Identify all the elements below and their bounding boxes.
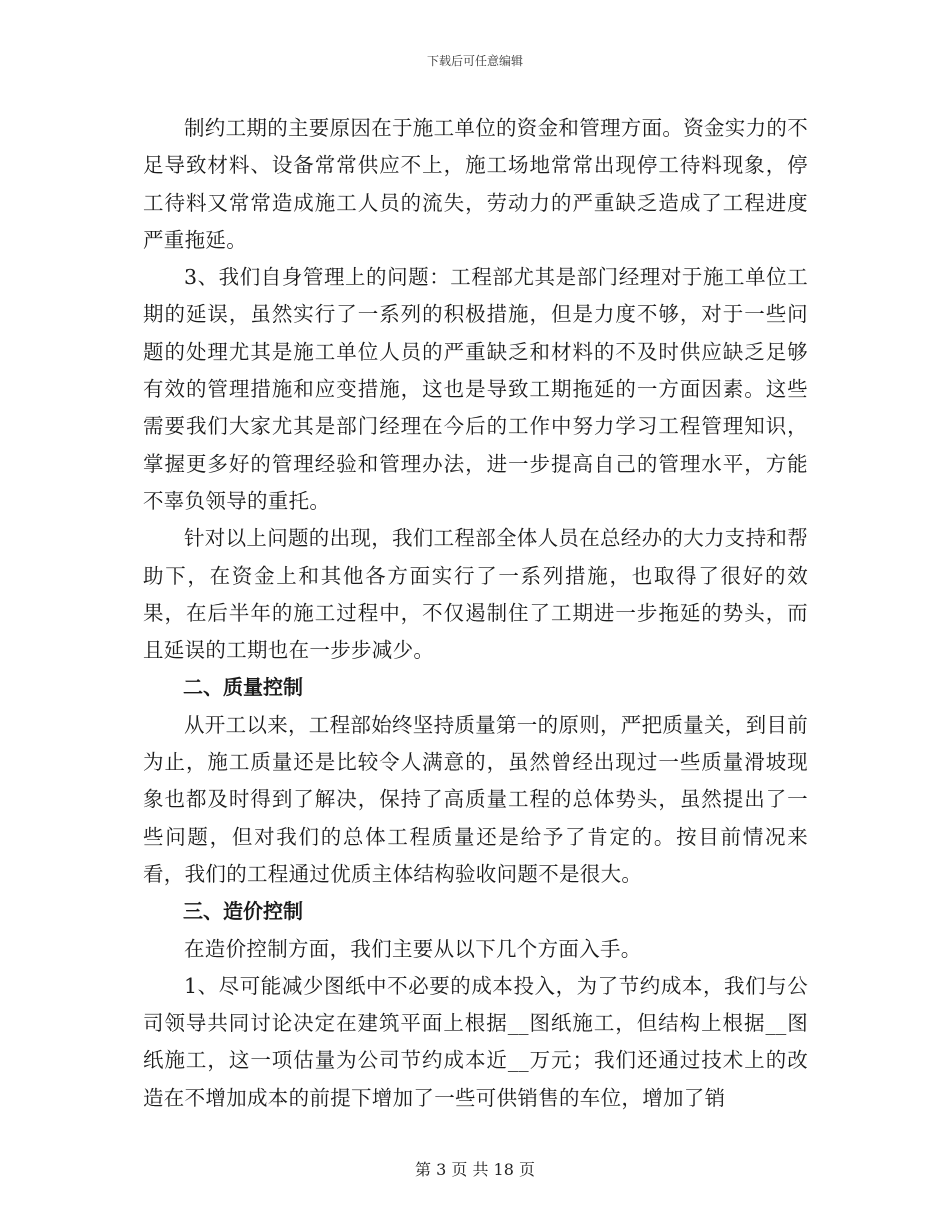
paragraph-measures: 针对以上问题的出现，我们工程部全体人员在总经办的大力支持和帮助下，在资金上和其他各方面实行了一系列措施，也取得了很好的效果，在后半年的施工过程中，不仅遏制住了工期进一步拖延的势头，而且延误的工期也在一步步减少。 bbox=[143, 526, 808, 663]
paragraph-cost-intro: 在造价控制方面，我们主要从以下几个方面入手。 bbox=[184, 936, 642, 961]
paragraph-quality: 从开工以来，工程部始终坚持质量第一的原则，严把质量关，到目前为止，施工质量还是比较令人满意的，虽然曾经出现过一些质量滑坡现象也都及时得到了解决，保持了高质量工程的总体势头，虽然提出了一些问题，但对我们的总体工程质量还是给予了肯定的。按目前情况来看，我们的工程通过优质主体结构验收问题不是很大。 bbox=[143, 712, 808, 886]
paragraph-management-issues: 3、我们自身管理上的问题：工程部尤其是部门经理对于施工单位工期的延误，虽然实行了一系列的积极措施，但是力度不够，对于一些问题的处理尤其是施工单位人员的严重缺乏和材料的不及时供应缺乏足够有效的管理措施和应变措施，这也是导致工期拖延的一方面因素。这些需要我们大家尤其是部门经理在今后的工作中努力学习工程管理知识，掌握更多好的管理经验和管理办法，进一步提高自己的管理水平，方能不辜负领导的重托。 bbox=[143, 265, 808, 513]
section-heading-quality: 二、质量控制 bbox=[183, 675, 303, 700]
paragraph-cost-item-1: 1、尽可能减少图纸中不必要的成本投入，为了节约成本，我们与公司领导共同讨论决定在建筑平面上根据__图纸施工，但结构上根据__图纸施工，这一项估量为公司节约成本近__万元；我们还通过技术上的改造在不增加成本的前提下增加了一些可供销售的车位，增加了销 bbox=[143, 973, 808, 1110]
document-body bbox=[143, 110, 808, 1117]
page-footer: 第 3 页 共 18 页 bbox=[415, 1160, 535, 1179]
paragraph-schedule-causes: 制约工期的主要原因在于施工单位的资金和管理方面。资金实力的不足导致材料、设备常常供应不上，施工场地常常出现停工待料现象，停工待料又常常造成施工人员的流失，劳动力的严重缺乏造成了工程进度严重拖延。 bbox=[143, 116, 808, 252]
section-heading-cost: 三、造价控制 bbox=[183, 899, 303, 924]
page-header: 下载后可任意编辑 bbox=[426, 54, 523, 68]
